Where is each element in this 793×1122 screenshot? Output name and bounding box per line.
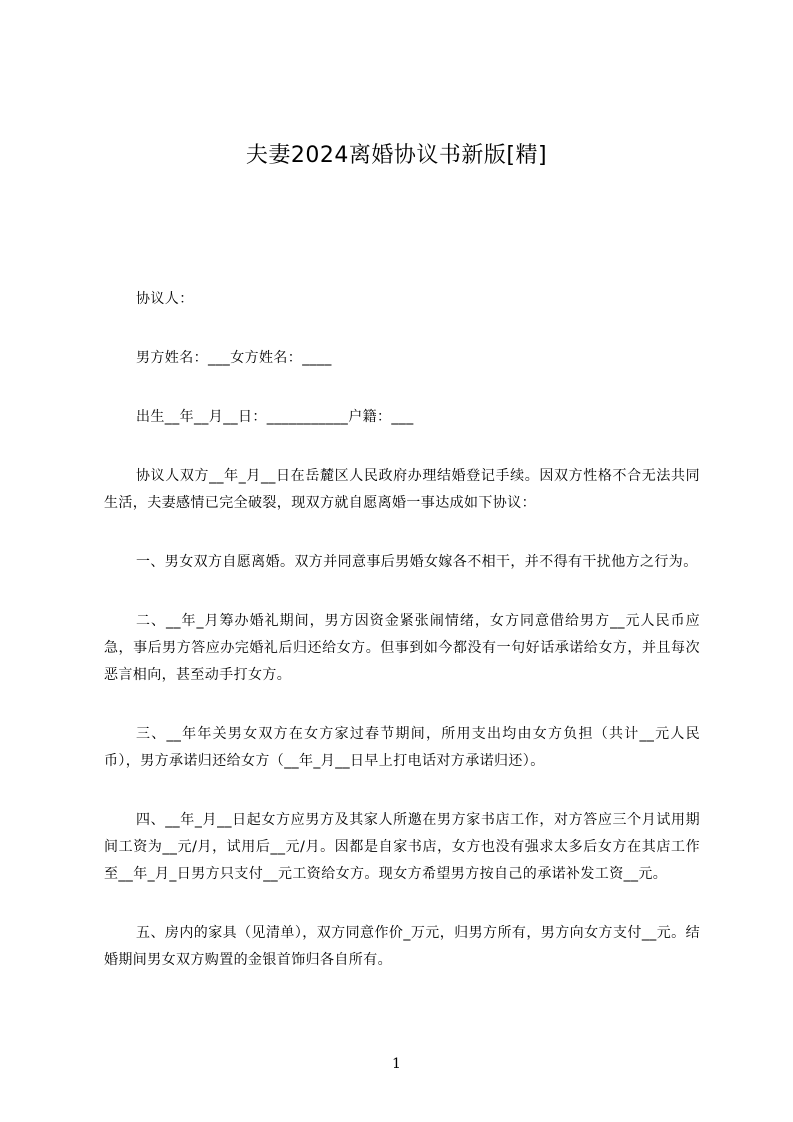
paragraph-names: 男方姓名：___女方姓名：____ xyxy=(136,350,332,366)
document-body xyxy=(104,286,700,1006)
paragraph-clause-2: 二、__年_月筹办婚礼期间，男方因资金紧张闹情绪，女方同意借给男方__元人民币应急，事后男方答应办完婚礼后归还给女方。但事到如今都没有一句好话承诺给女方，并且每次恶言相向，甚至动手打女方。 xyxy=(104,613,700,683)
paragraph-clause-5: 五、房内的家具（见清单），双方同意作价_万元，归男方所有，男方向女方支付__元。结婚期间男女双方购置的金银首饰归各自所有。 xyxy=(104,925,700,968)
paragraph-preamble: 协议人双方__年_月__日在岳麓区人民政府办理结婚登记手续。因双方性格不合无法共同生活，夫妻感情已完全破裂，现双方就自愿离婚一事达成如下协议： xyxy=(104,468,700,511)
document-title: 夫妻2024离婚协议书新版[精] xyxy=(245,143,548,168)
paragraph-clause-1: 一、男女双方自愿离婚。双方并同意事后男婚女嫁各不相干，并不得有干扰他方之行为。 xyxy=(136,554,698,570)
paragraph-birth-residence: 出生__年__月__日：___________户籍：___ xyxy=(136,409,414,425)
page-number: 1 xyxy=(392,1056,401,1072)
paragraph-parties: 协议人： xyxy=(136,291,194,307)
paragraph-clause-4: 四、__年_月__日起女方应男方及其家人所邀在男方家书店工作，对方答应三个月试用期间工资为__元/月，试用后__元/月。因都是自家书店，女方也没有强求太多后女方在其店工作至__年_月_日男方只支付__元工资给女方。现女方希望男方按自己的承诺补发工资__元。 xyxy=(104,812,700,882)
paragraph-clause-3: 三、__年年关男女双方在女方家过春节期间，所用支出均由女方负担（共计__元人民币），男方承诺归还给女方（__年_月__日早上打电话对方承诺归还）。 xyxy=(104,726,700,769)
